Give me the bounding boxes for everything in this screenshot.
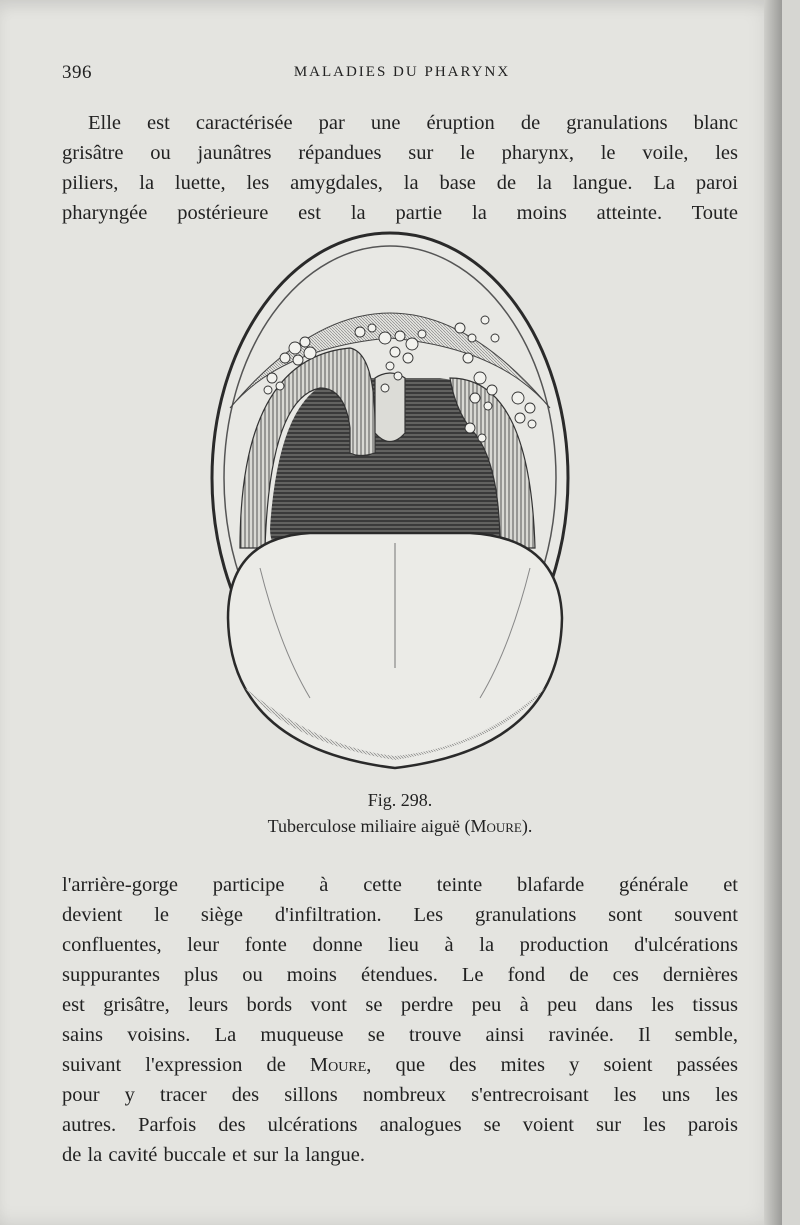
text-line: pharyngée postérieure est la partie la moins atteinte. Toute (62, 202, 738, 224)
text-line: grisâtre ou jaunâtres répandues sur le pharynx, le voile, les (62, 142, 738, 164)
text-line: sains voisins. La muqueuse se trouve ainsi ravinée. Il semble, (62, 1024, 738, 1046)
figure-caption-end: ). (521, 816, 533, 836)
page-header (62, 62, 742, 86)
text-fragment: , que des mites y soient passées (366, 1054, 738, 1076)
paragraph-top (62, 108, 738, 228)
text-line: piliers, la luette, les amygdales, la base de la langue. La paroi (62, 172, 738, 194)
text-line: pour y tracer des sillons nombreux s'entrecroisant les uns les (62, 1084, 738, 1106)
paragraph-bottom (62, 870, 738, 1170)
text-line: Elle est caractérisée par une éruption de granulations blanc (88, 112, 738, 134)
author-name: Moure (309, 1054, 367, 1076)
running-head: MALADIES DU PHARYNX (293, 64, 511, 80)
text-line: autres. Parfois des ulcérations analogues se voient sur les parois (62, 1114, 738, 1136)
text-line: confluentes, leur fonte donne lieu à la production d'ulcérations (62, 934, 738, 956)
page-number: 396 (62, 62, 92, 83)
figure-caption-author: Moure (470, 816, 522, 836)
text-line-with-author (62, 1050, 738, 1080)
text-line: devient le siège d'infiltration. Les granulations sont souvent (62, 904, 738, 926)
figure-caption (62, 816, 738, 837)
text-line: suppurantes plus ou moins étendues. Le fond de ces dernières (62, 964, 738, 986)
text-line: est grisâtre, leurs bords vont se perdre peu à peu dans les tissus (62, 994, 738, 1016)
figure-label: Fig. 298. (367, 790, 433, 810)
text-fragment: suivant l'expression de (62, 1054, 310, 1076)
page-edge-shadow (764, 0, 782, 1225)
text-line: l'arrière-gorge participe à cette teinte blafarde générale et (62, 874, 738, 896)
figure-caption-text: Tuberculose miliaire aiguë ( (267, 816, 471, 836)
figure-illustration-throat (200, 228, 580, 776)
text-line: de la cavité buccale et sur la langue. (62, 1144, 365, 1166)
